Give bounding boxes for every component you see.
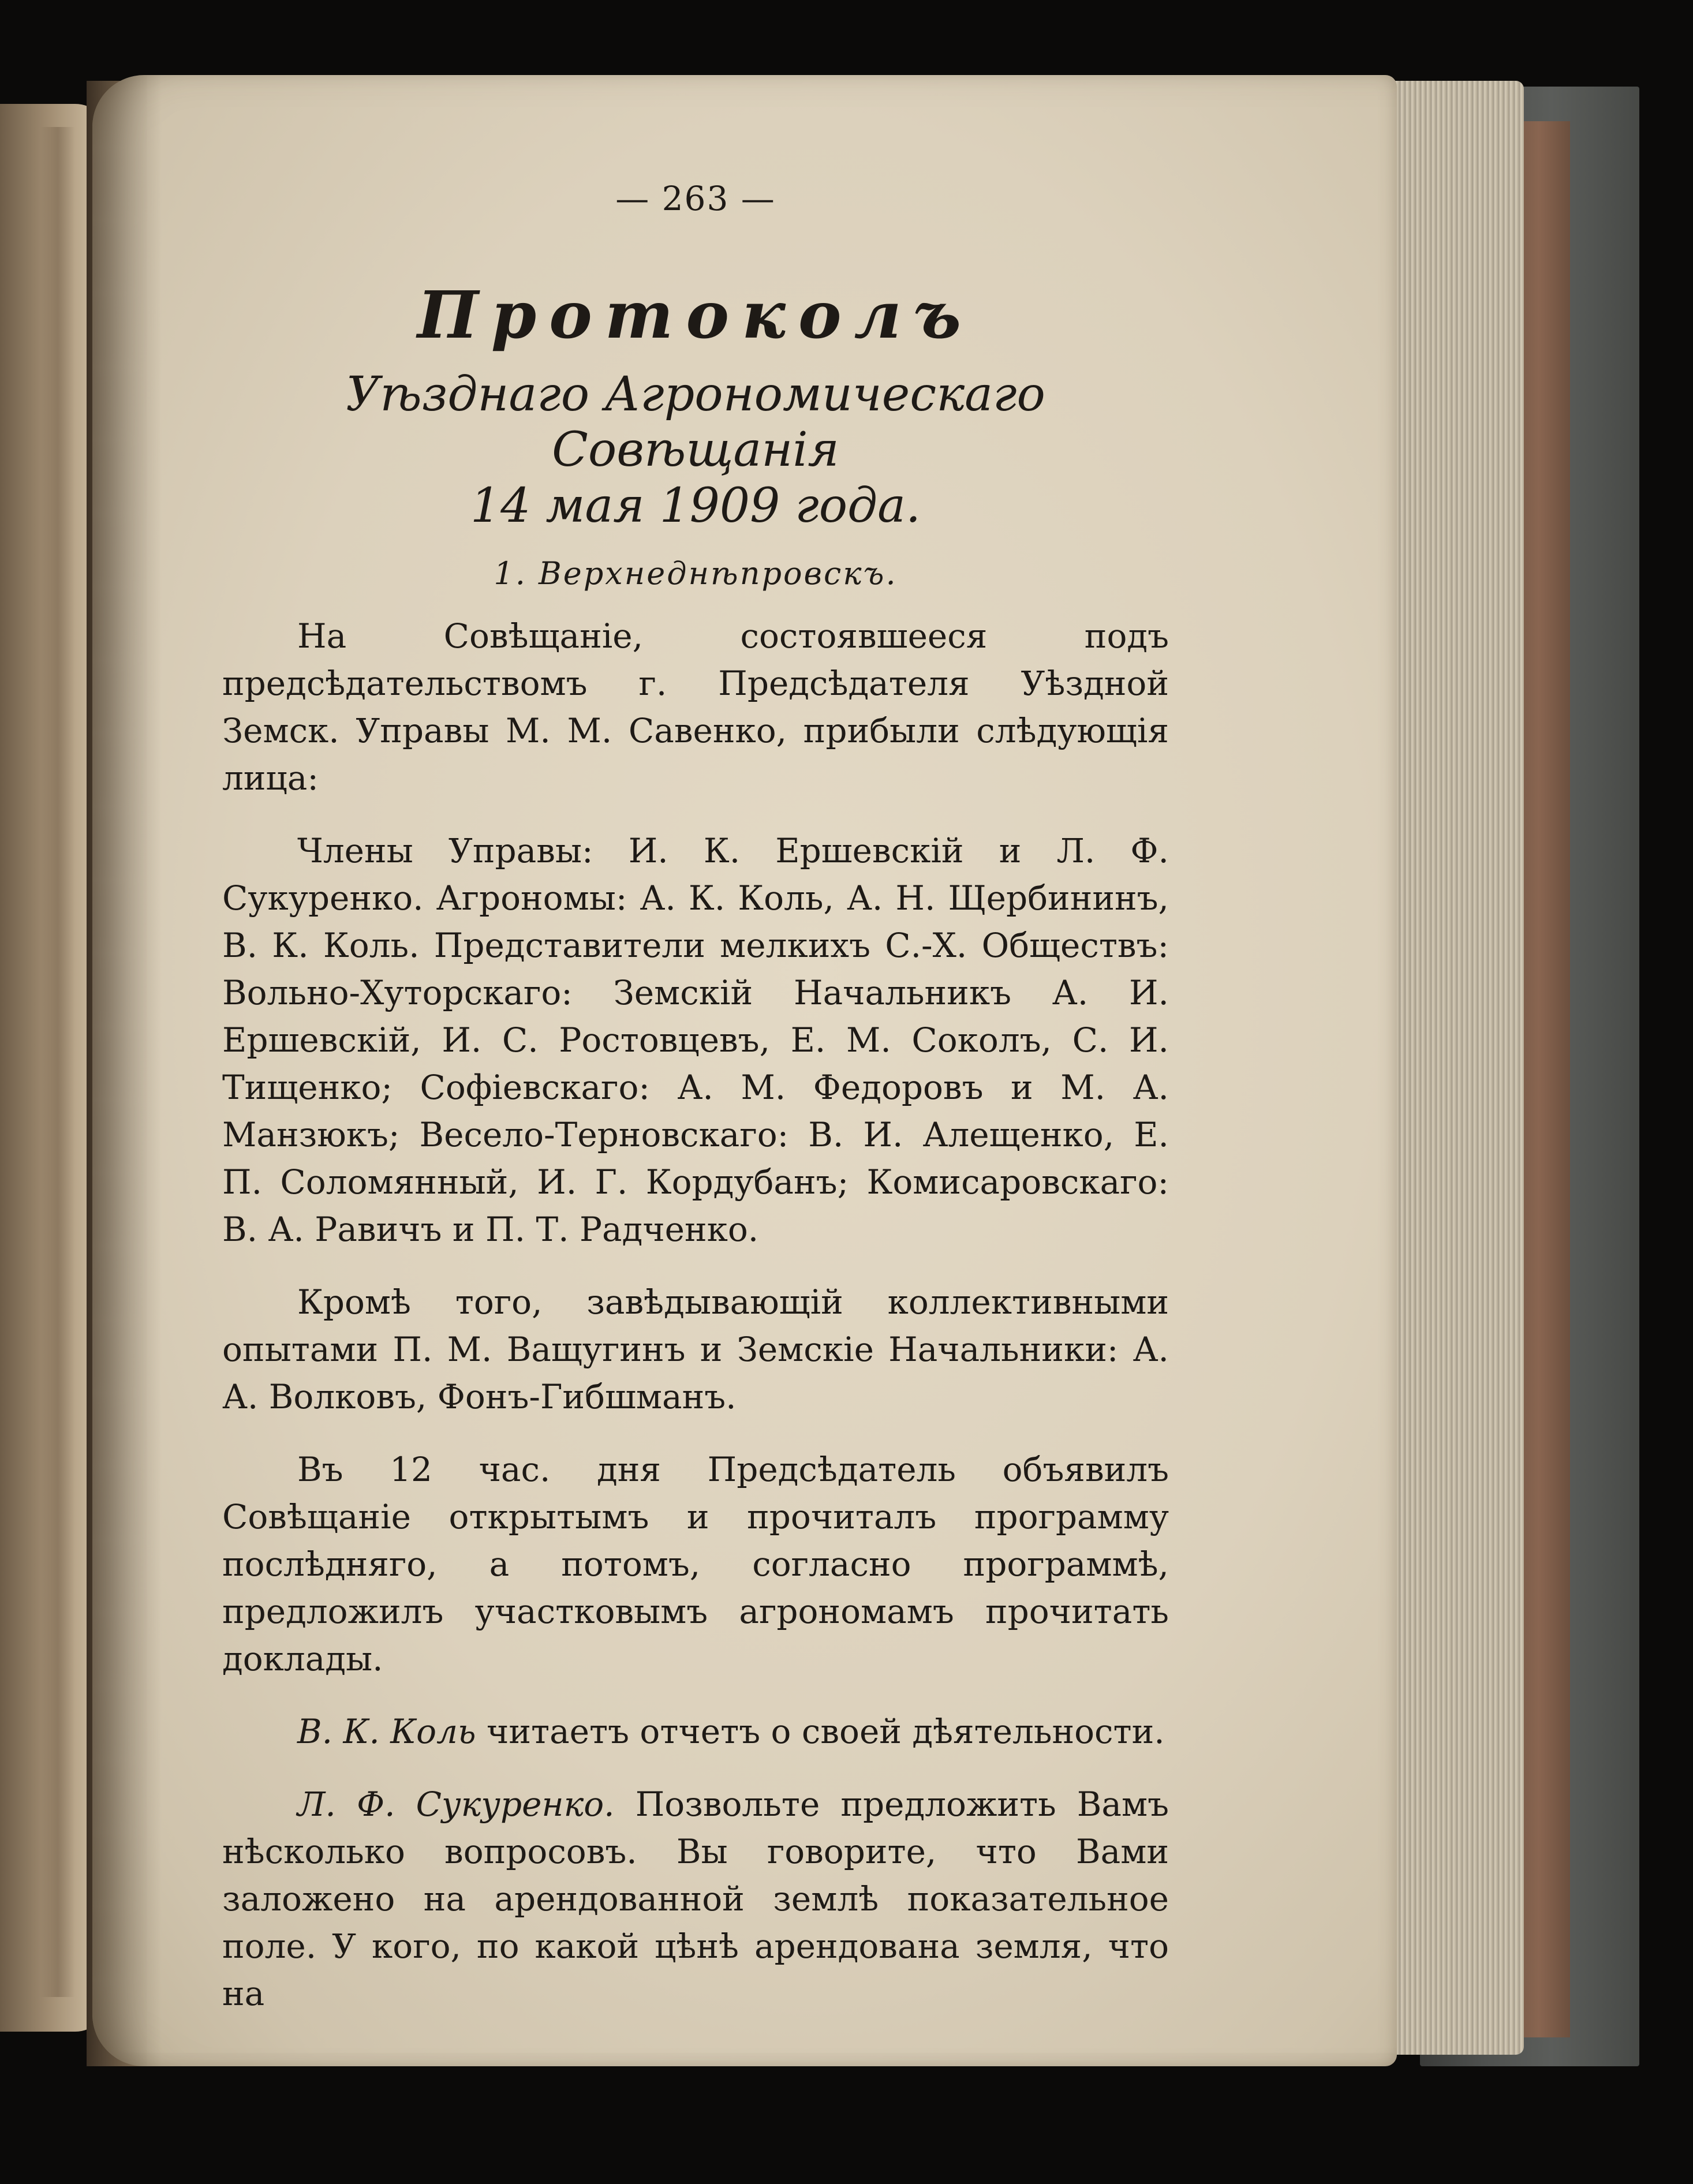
paragraph-text: Въ 12 час. дня Предсѣдатель объявилъ Совѣщаніе открытымъ и прочиталъ программу послѣдняго, а потомъ, согласно программѣ, предложилъ участковымъ агрономамъ прочитать доклады. xyxy=(222,1449,1169,1678)
document-subtitle-line-1: Уѣзднаго Агрономическаго Совѣщанія xyxy=(346,367,1045,478)
page-content xyxy=(222,179,1169,2043)
speaker-name: В. К. Коль xyxy=(297,1711,476,1751)
section-heading-location: 1. Верхнеднѣпровскъ. xyxy=(494,555,898,592)
paragraph-question-sukurenko xyxy=(222,1781,1169,2017)
paragraph-attendance xyxy=(222,612,1169,802)
paragraph-text: читаетъ отчетъ о своей дѣятельности. xyxy=(476,1711,1165,1751)
paragraph-text: Члены Управы: И. К. Ершевскій и Л. Ф. Сукуренко. Агрономы: А. К. Коль, А. Н. Щербининъ, В. К. Коль. Представители мелкихъ С.-Х. Обществъ: Вольно-Хуторскаго: Земскій Начальникъ А. И. Ершевскій, И. С. Ростовцевъ, Е. М. Соколъ, С. И. Тищенко; Софіевскаго: А. М. Федоровъ и М. А. Манзюкъ; Весело-Терновскаго: В. И. Алещенко, Е. П. Соломянный, И. Г. Кордубанъ; Комисаровскаго: В. А. Равичъ и П. Т. Радченко. xyxy=(222,831,1169,1249)
paragraph-text: Кромѣ того, завѣдывающій коллективными опытами П. М. Ващугинъ и Земскіе Начальники: А. А. Волковъ, Фонъ-Гибшманъ. xyxy=(222,1282,1169,1416)
paragraph-text: На Совѣщаніе, состоявшееся подъ предсѣдательствомъ г. Предсѣдателя Уѣздной Земск. Управы М. М. Савенко, прибыли слѣдующія лица: xyxy=(222,616,1169,798)
document-title: Протоколъ xyxy=(417,278,974,353)
left-page-curl xyxy=(40,127,75,1997)
paragraph-attendees-list xyxy=(222,827,1169,1253)
document-subtitle-line-2: 14 мая 1909 года. xyxy=(470,478,921,534)
paragraph-additional-attendees xyxy=(222,1278,1169,1420)
paragraph-text: Позвольте предложить Вамъ нѣсколько вопросовъ. Вы говорите, что Вами заложено на арендованной землѣ показательное поле. У кого, по какой цѣнѣ арендована земля, что на xyxy=(222,1784,1169,2013)
paragraph-report-kol xyxy=(222,1708,1169,1755)
speaker-name: Л. Ф. Сукуренко. xyxy=(297,1784,615,1824)
page-number: — 263 — xyxy=(615,179,776,218)
page-fold-shadow xyxy=(92,75,162,2066)
paragraph-opening xyxy=(222,1446,1169,1682)
